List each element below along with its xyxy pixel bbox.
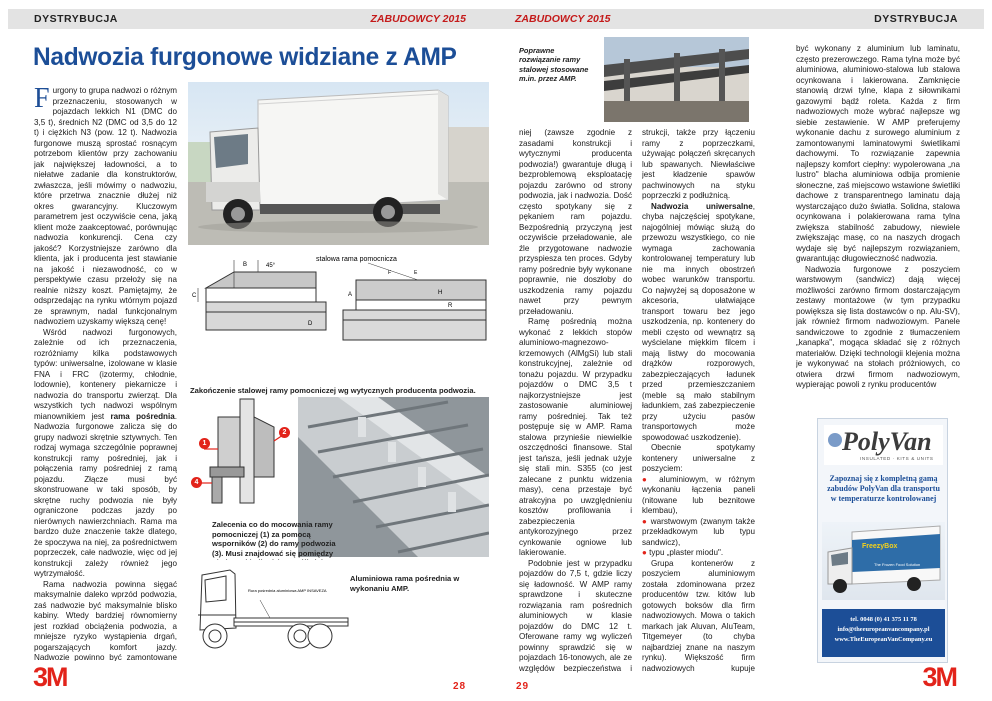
svg-text:F: F <box>388 270 392 276</box>
svg-text:A: A <box>348 292 353 298</box>
svg-text:B: B <box>243 262 248 268</box>
paragraph-3: Rama nadwozia powinna sięgać maksymalnie daleko wprzód podwozia, zaś nadwozie być maksymalnie blisko kabiny. Wtedy bardziej równomierny jest rozkład obciążenia podwozia, a mniejsze ryzyko wystąpienia drgań, pogarszających komfort jazdy. Nadwozie powinno być zamontowane <box>34 579 177 661</box>
angle-label: 45° <box>266 263 276 269</box>
chassis-label: Rura pośrednia aluminiowa AMP INSAVEZA <box>248 588 327 593</box>
paragraph-1: urgony to grupa nadwozi o różnym przeznaczeniu, stosowanych w pojazdach lekkich N1 (DMC do 3,5 t), średnich N2 (DMC od 3,5 do 12 t) i ciężkich N3 (pow. 12 t). Nadwozia furgonowe muszą sprostać rosnącym potrzebom klientów przy zachowaniu jak największej ładowności, a to niełatwe zadanie dla konstruktorów, zwłaszcza, jeśli mówimy o nadwoziu, które przetrwa znacznie dłużej niż okres gwarancyjny. Kluczowym parametrem jest oczywiście cena, jaką klient może zaakceptować, porównując nadwozia konkurencji. Cena czy jakość? Korzystniejsze zarówno dla klienta, jak i producenta jest stawianie na jakość i niezawodność, co w perspektywie czasu przełoży się na realnie niższy koszt. Pamiętajmy, że odsprzedając na rynku wtórnym pojazd ze sprawnym, nadal funkcjonalnym nadwoziem uzyskamy większą cenę! <box>34 86 177 326</box>
diagram-label: stalowa rama pomocnicza <box>316 256 397 263</box>
r-bold-universal: Nadwozia uniwersalne <box>651 201 753 211</box>
section-label-right: DYSTRYBUCJA <box>874 13 958 25</box>
right-header-bar <box>496 9 984 29</box>
r-paragraph-3: Podobnie jest w przypadku pojazdów do 7,5 t, gdzie liczy się ładowność. W AMP ramy sprawdzone i skuteczne rozwiązania ram pośrednich aluminiowych w klasie pojazdów do DMC 12 t. Oferowane ramy wg wyliczeń powinny sprawdzić się w pojazdach 16-tonowych, ale ze względów bezpieczeństwa i <box>519 558 632 673</box>
3m-logo-right: 3M <box>922 662 956 692</box>
r-paragraph-8: Grupa kontenerów z poszyciem aluminiowym została zdominowana przez producentów tzw. kitów lub gotowych boksów dla firm nadwoziowych. Mowa o takich markach jak Aluvan, AluTeam, Titgemeyer (to chyba najbardziej znane na naszym rynku). Większość firm nadwoziowych kupuje <box>642 558 755 673</box>
left-header-bar <box>8 9 496 29</box>
r-paragraph-6: , chyba najczęściej spotykane, najogólniej mówiąc służą do przewozu wszystkiego, co nie wymaga zachowania kontrolowanej temperatury lub nie ma innych obostrzeń wobec warunków transportu. Co najwyżej są doposażone w akcesoria, ułatwiające transport towaru bez jego uszkodzenia, np. kontenery do mebli często od wewnątrz są wyścielane miękkim filcem i mają listwy do mocowania drążków rozporowych, zabezpieczających ładunek przed przemieszczaniem (meble są mało stabilnym ładunkiem, zaś zabezpieczenie przy użyciu pasów transportowych może spowodować uszkodzenie). <box>642 201 755 442</box>
caption-bracket: Zalecenia co do mocowania ramy pomocniczej (1) za pomocą wsporników (2) do ramy podwozia (3). Musi znajdować się pomiędzy <box>212 520 336 558</box>
r-paragraph-2: Ramę pośrednią można wykonać z lekkich stopów aluminiowo-magnezowo-krzemowych (AlMgSi) lub stali konstrukcyjnej, zależnie od tonażu pojazdu. W przypadku pojazdów o DMC 3,5 t najkorzystniejsze jest zastosowanie aluminiowej ramy pośredniej. Tak też postępuje się w AMP. Rama stalowa przynieśie niewielkie oszczędności finansowe. Stal jest tańsza, jeśli jednak użyje się stali min. S355 (co jest zalecane z punktu widzenia masy), cena przestaje być atrakcyjna po uwzględnieniu kosztów profilowania i zabezpieczenia antykorozyjnego przez cynkowanie ogniowe lub lakierowanie. <box>519 317 632 557</box>
polyvan-brand: PolyVan <box>842 427 932 456</box>
marker-1: 1 <box>199 438 210 449</box>
article-title: Nadwozia furgonowe widziane z AMP <box>33 43 457 71</box>
paragraph-2-bold: rama pośrednia <box>110 411 175 421</box>
paragraph-2: Wśród nadwozi furgonowych, zależnie od ich przeznaczenia, rozróżniamy kilka podstawowych typów: uniwersalne, izolowane w klasie FNA i FRC (izotermy, chłodnie, lodownie), kontenery piekarnicze i nadwozia do transportu zwierząt. Dla wszystkich tych nadwozi wspólnym mianownikiem jest <box>34 327 177 421</box>
paragraph-2-end: . Nadwozia furgonowe zalicza się do grupy nadwozi skrętnie sztywnych. Ten rodzaj wymaga szczególnie poprawnej konstrukcji ramy pośredniej, jak i połączenia ramy pośredniej z ramą pojazdu. Złącze musi być skonstruowane w taki sposób, by skrętne ruchy podwozia nie były ograniczone podczas jazdy po nierównych nawierzchniach. Rama ma bardzo duże znaczenie także dlatego, że spoczywa na niej, za pośrednictwem poprzeczek, całe nadwozie, więc od jej konstrukcji zależy również jego wytrzymałość. <box>34 411 177 578</box>
drop-cap: F <box>34 86 50 114</box>
frame-diagram <box>188 250 489 378</box>
svg-text:H: H <box>438 290 443 296</box>
page-number-right: 29 <box>516 681 530 692</box>
truck-photo <box>188 82 489 245</box>
bracket-drawing <box>188 397 292 507</box>
ad-van-image <box>822 522 945 600</box>
list-item: ● typu „plaster miodu". <box>642 548 724 557</box>
r-paragraph-5: strukcji, także przy łączeniu ramy z poprzeczkami, używając połączeń skręcanych lub spawanych. Niewłaściwe jest kładzenie spawów pachwinowych na styku poprzeczki z podłużnicą. <box>642 128 755 200</box>
r-paragraph-11: Nadwozia furgonowe z poszyciem warstwowym (sandwicz) dają więcej możliwości zarówno firmom dostarczającym zestawy montażowe (w tym przypadku powiększa się lista dostawców o np. Alu-SV), jak również firmom nadwoziowym. Panele sandwiczowe to zgodnie z tłumaczeniem „kanapka", mogąca składać się z różnych materiałów. Dzięki technologii klejenia można je wykonywać na stołach próżniowych, co otwiera drzwi firmom nadwoziowym, wypierając powoli z rynku producentów <box>796 264 960 389</box>
r-paragraph-7: Obecnie spotykamy kontenery uniwersalne z poszyciem: <box>642 443 755 473</box>
marker-4: 4 <box>191 477 202 488</box>
steel-frame-photo <box>604 37 749 122</box>
section-label: DYSTRYBUCJA <box>34 13 118 25</box>
page-number-left: 28 <box>453 681 467 692</box>
polyvan-logo <box>824 425 943 465</box>
ad-headline: Zapoznaj się z kompletną gamą zabudów PolyVan dla transportu w temperaturze kontrolowanej <box>827 474 940 503</box>
r-paragraph-10: być wykonany z aluminium lub laminatu, często prezerowczego. Rama tylna może być aluminiowa, aluminiowo-stalowa lub stalowa ocynkowana i lakierowana. Zamknięcie stanowią drzwi tylne, klapa z siłownikami gazowymi bądź roleta. Każda z firm nadwoziowych może wybrać najlepsze wg siebie zestawienie. W AMP preferujemy wykonanie dachu z surowego aluminium z zamontowanymi laminatowymi świetlikami dachowymi. To rozwiązanie zapewnia najlepszy komfort ciepłny: wypolerowana „na lustro" blacha aluminiowa odbija promienie słoneczne, zaś miejscowo wstawione świetliki dachowe z transparentnego laminatu dają wystarczająco dużo światła. Solidna, stalowa ocynkowana i polakierowana rama tylna zwiększa stabilność zabudowy, niewiele zwiększając masę, co na naszych drogach wydaje się być najlepszym rozwiązaniem, gwarantując długowieczność nadwozia. <box>796 44 960 263</box>
r-paragraph-1: niej (zawsze zgodnie z zasadami konstrukcji i wytycznymi producenta podwozia!) gwarantuje długą i bezproblemową eksploatację pojazdu zarówno od strony podwozia, jak i nadwozia. Dość często spotykany się z pękaniem ram pojazdu. Bezpośrednią przyczyną jest oczywiście przeładowanie, ale źle przygotowane nadwozie przyspiesza ten proces. Gdyby ramy pośrednie były wykonane poprawnie, nie doszłoby do uszkodzenia ramy pojazdu nawet przy pewnym przeładowaniu. <box>519 128 632 316</box>
ad-phone: tel. 0048 (0) 41 375 11 78 <box>850 616 917 623</box>
caption-frame-end: Zakończenie stalowej ramy pomocniczej wg wytycznych producenta podwozia. <box>190 386 476 395</box>
svg-text:D: D <box>308 321 313 327</box>
ad-website[interactable]: www.TheEuropeanVanCompany.eu <box>834 636 933 643</box>
svg-text:E: E <box>414 270 418 276</box>
3m-logo-left: 3M <box>33 662 67 692</box>
magazine-label-right: ZABUDOWCY 2015 <box>515 13 611 25</box>
polyvan-logo-icon <box>828 433 842 447</box>
list-item: ● aluminiowym, w różnym wykonaniu łączenia paneli (nitowane lub beznitowe klembau), <box>642 474 755 515</box>
right-column-3 <box>796 44 960 396</box>
chassis-drawing <box>190 560 350 660</box>
marker-2: 2 <box>279 427 290 438</box>
ad-email[interactable]: info@theeuropeanvancompany.pl <box>837 626 930 633</box>
right-column-1 <box>519 128 632 673</box>
svg-text:C: C <box>192 293 197 299</box>
caption-aluminium-frame: Aluminiowa rama pośrednia w wykonaniu AMP. <box>350 574 460 593</box>
right-column-2 <box>642 128 755 673</box>
magazine-label: ZABUDOWCY 2015 <box>370 13 466 25</box>
caption-steel-frame: Poprawne rozwiązanie ramy stalowej stosowane m.in. przez AMP. <box>519 46 589 84</box>
left-column-text <box>34 86 177 661</box>
van-brand: FreezyBox <box>862 543 898 550</box>
right-page <box>496 0 992 701</box>
polyvan-ad[interactable] <box>817 418 948 663</box>
polyvan-tagline: INSULATED · KITS & UNITS <box>860 456 934 461</box>
svg-text:R: R <box>448 303 453 309</box>
list-item: ● warstwowym (zwanym także przekładkowym lub typu sandwicz), <box>642 516 755 547</box>
ad-contact <box>822 609 945 657</box>
van-text: The Frozen Food Solution <box>874 562 921 567</box>
